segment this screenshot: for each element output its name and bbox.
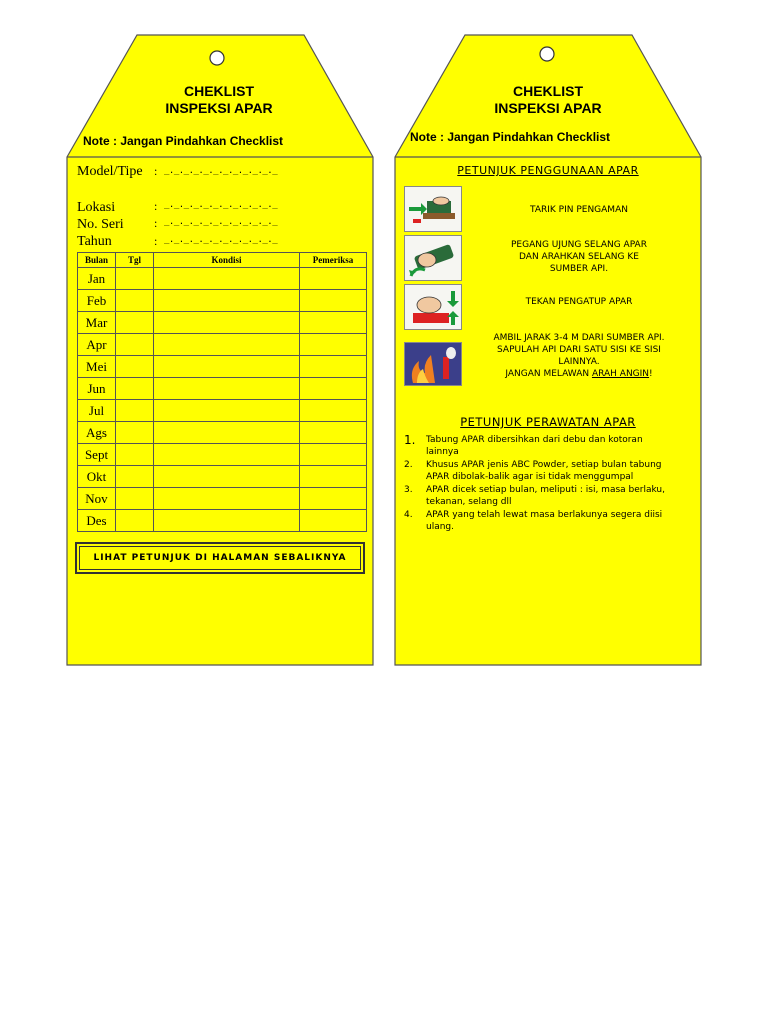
tgl-cell[interactable]: [116, 422, 154, 444]
tahun-value-line[interactable]: _._._._._._._._._._._._: [164, 235, 278, 245]
kondisi-cell[interactable]: [154, 334, 300, 356]
model-label: Model/Tipe: [77, 164, 143, 179]
kondisi-cell[interactable]: [154, 290, 300, 312]
month-cell: Jan: [78, 268, 116, 290]
pemeriksa-cell[interactable]: [300, 422, 367, 444]
table-row: [78, 268, 367, 290]
pemeriksa-cell[interactable]: [300, 400, 367, 422]
month-cell: Feb: [78, 290, 116, 312]
col-header-kondisi: Kondisi: [154, 253, 300, 268]
pemeriksa-cell[interactable]: [300, 510, 367, 532]
kondisi-cell[interactable]: [154, 422, 300, 444]
list-item-text: Tabung APAR dibersihkan dari debu dan kotoran lainnya: [426, 435, 643, 457]
usage-title: PETUNJUK PENGGUNAAN APAR: [457, 164, 639, 177]
month-cell: Sept: [78, 444, 116, 466]
table-row: [78, 312, 367, 334]
table-row: [78, 290, 367, 312]
kondisi-cell[interactable]: [154, 510, 300, 532]
kondisi-cell[interactable]: [154, 488, 300, 510]
pemeriksa-cell[interactable]: [300, 466, 367, 488]
front-title: [66, 83, 372, 117]
col-header-tgl: Tgl: [116, 253, 154, 268]
tgl-cell[interactable]: [116, 356, 154, 378]
front-title-line1: CHEKLIST: [184, 83, 254, 99]
tgl-cell[interactable]: [116, 444, 154, 466]
step4-text: AMBIL JARAK 3-4 M DARI SUMBER API. SAPULAH API DARI SATU SISI KE SISI LAINNYA. JANGAN MELAWAN ARAH ANGIN!: [493, 333, 665, 379]
kondisi-cell[interactable]: [154, 356, 300, 378]
pemeriksa-cell[interactable]: [300, 312, 367, 334]
kondisi-cell[interactable]: [154, 400, 300, 422]
inspection-table: [77, 252, 367, 532]
kondisi-cell[interactable]: [154, 378, 300, 400]
table-row: [78, 400, 367, 422]
pemeriksa-cell[interactable]: [300, 334, 367, 356]
pull-pin-icon: [404, 186, 462, 232]
month-cell: Nov: [78, 488, 116, 510]
back-note: Note : Jangan Pindahkan Checklist: [410, 130, 611, 144]
model-colon: :: [154, 164, 158, 178]
table-row: [78, 444, 367, 466]
list-item-number: 4.: [404, 510, 413, 520]
back-tag: [394, 34, 704, 666]
list-item: [404, 459, 676, 483]
pemeriksa-cell[interactable]: [300, 444, 367, 466]
list-item-number: 1.: [404, 433, 416, 447]
hanging-hole-icon: [540, 47, 554, 61]
tgl-cell[interactable]: [116, 312, 154, 334]
tgl-cell[interactable]: [116, 290, 154, 312]
aim-hose-icon: [404, 235, 462, 281]
list-item: [404, 434, 676, 458]
maintenance-list: [404, 434, 676, 534]
no-seri-label: No. Seri: [77, 217, 124, 232]
month-cell: Mei: [78, 356, 116, 378]
step2-text: PEGANG UJUNG SELANG APAR DAN ARAHKAN SELANG KE SUMBER API.: [511, 240, 647, 274]
month-cell: Ags: [78, 422, 116, 444]
pemeriksa-cell[interactable]: [300, 378, 367, 400]
tahun-colon: :: [154, 234, 158, 248]
lokasi-label: Lokasi: [77, 200, 116, 215]
front-title-line2: INSPEKSI APAR: [165, 100, 273, 116]
month-cell: Okt: [78, 466, 116, 488]
no-seri-value-line[interactable]: _._._._._._._._._._._._: [164, 217, 278, 227]
step1-text: TARIK PIN PENGAMAN: [530, 205, 628, 215]
pemeriksa-cell[interactable]: [300, 356, 367, 378]
tahun-label: Tahun: [77, 234, 112, 249]
month-cell: Jun: [78, 378, 116, 400]
list-item-text: APAR dicek setiap bulan, meliputi : isi, masa berlaku, tekanan, selang dll: [426, 485, 665, 507]
step3-text: TEKAN PENGATUP APAR: [525, 297, 633, 307]
tgl-cell[interactable]: [116, 488, 154, 510]
table-body: [78, 268, 367, 532]
back-title-line1: CHEKLIST: [513, 83, 583, 99]
table-row: [78, 378, 367, 400]
front-note: Note : Jangan Pindahkan Checklist: [83, 134, 284, 148]
month-cell: Jul: [78, 400, 116, 422]
model-value-line[interactable]: _._._._._._._._._._._._: [164, 166, 278, 176]
col-header-pemeriksa: Pemeriksa: [300, 253, 367, 268]
tgl-cell[interactable]: [116, 510, 154, 532]
list-item: [404, 509, 676, 533]
kondisi-cell[interactable]: [154, 444, 300, 466]
kondisi-cell[interactable]: [154, 466, 300, 488]
table-row: [78, 356, 367, 378]
wind-direction-emphasis: ARAH ANGIN: [591, 369, 650, 379]
col-header-bulan: Bulan: [78, 253, 116, 268]
front-tag: [66, 34, 376, 666]
tgl-cell[interactable]: [116, 334, 154, 356]
back-title: [394, 83, 702, 117]
table-header-row: [78, 253, 367, 268]
kondisi-cell[interactable]: [154, 312, 300, 334]
see-reverse-box: LIHAT PETUNJUK DI HALAMAN SEBALIKNYA: [75, 542, 365, 574]
maintenance-title: PETUNJUK PERAWATAN APAR: [460, 415, 636, 429]
month-cell: Des: [78, 510, 116, 532]
list-item-text: Khusus APAR jenis ABC Powder, setiap bulan tabung APAR dibolak-balik agar isi tidak menggumpal: [426, 460, 662, 482]
table-row: [78, 334, 367, 356]
tgl-cell[interactable]: [116, 378, 154, 400]
table-row: [78, 422, 367, 444]
hanging-hole-icon: [210, 51, 224, 65]
lokasi-colon: :: [154, 199, 158, 213]
table-row: [78, 488, 367, 510]
month-cell: Mar: [78, 312, 116, 334]
tgl-cell[interactable]: [116, 268, 154, 290]
tgl-cell[interactable]: [116, 400, 154, 422]
sweep-fire-icon: [404, 342, 462, 386]
back-title-line2: INSPEKSI APAR: [494, 100, 602, 116]
table-row: [78, 510, 367, 532]
list-item-number: 2.: [404, 460, 413, 470]
kondisi-cell[interactable]: [154, 268, 300, 290]
pemeriksa-cell[interactable]: [300, 488, 367, 510]
pemeriksa-cell[interactable]: [300, 268, 367, 290]
table-row: [78, 466, 367, 488]
lokasi-value-line[interactable]: _._._._._._._._._._._._: [164, 200, 278, 210]
squeeze-lever-icon: [404, 284, 462, 330]
month-cell: Apr: [78, 334, 116, 356]
list-item: [404, 484, 676, 508]
list-item-number: 3.: [404, 485, 413, 495]
no-seri-colon: :: [154, 216, 158, 230]
list-item-text: APAR yang telah lewat masa berlakunya segera diisi ulang.: [426, 510, 663, 532]
tgl-cell[interactable]: [116, 466, 154, 488]
pemeriksa-cell[interactable]: [300, 290, 367, 312]
